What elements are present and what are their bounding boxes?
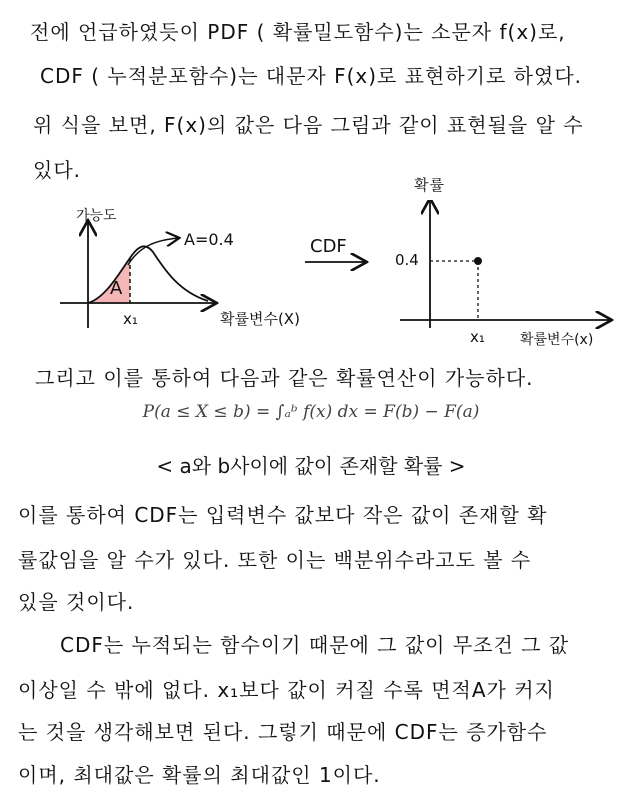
- cdf-point: [474, 257, 482, 265]
- text-line: 이상일 수 밖에 없다. x₁보다 값이 커질 수록 면적A가 커지: [18, 678, 555, 702]
- text-line: 률값임을 알 수가 있다. 또한 이는 백분위수라고도 볼 수: [18, 548, 532, 572]
- transform-label: CDF: [310, 236, 347, 257]
- shaded-area: [88, 258, 130, 303]
- text-line: 그리고 이를 통하여 다음과 같은 확률연산이 가능하다.: [35, 366, 534, 390]
- text-line: 있을 것이다.: [18, 590, 135, 614]
- text-line: 있다.: [33, 158, 81, 182]
- probability-formula: P(a ≤ X ≤ b) = ∫ₐᵇ f(x) dx = F(b) − F(a): [142, 402, 480, 422]
- x-axis-label: 확률변수(X): [220, 310, 300, 328]
- cdf-diagram: [0, 200, 622, 360]
- formula-caption: < a와 b사이에 값이 존재할 확률 >: [156, 454, 466, 478]
- area-label: A: [110, 278, 123, 299]
- text-line: 전에 언급하였듯이 PDF ( 확률밀도함수)는 소문자 f(x)로,: [30, 20, 566, 44]
- x-tick-label: x₁: [470, 328, 485, 346]
- text-line: CDF ( 누적분포함수)는 대문자 F(x)로 표현하기로 하였다.: [40, 64, 583, 88]
- text-line: CDF는 누적되는 함수이기 때문에 그 값이 무조건 그 값: [60, 633, 570, 657]
- cdf-y-axis-label: 확률: [414, 176, 445, 194]
- transform-arrow: [305, 236, 365, 262]
- text-line: 이며, 최대값은 확률의 최대값인 1이다.: [18, 763, 381, 787]
- y-tick-label: 0.4: [395, 251, 419, 269]
- text-line: 이를 통하여 CDF는 입력변수 값보다 작은 값이 존재할 확: [18, 503, 548, 527]
- x-tick-label: x₁: [123, 310, 138, 328]
- pdf-plot: [60, 207, 300, 328]
- cdf-plot: [395, 200, 610, 348]
- text-line: 는 것을 생각해보면 된다. 그렇기 때문에 CDF는 증가함수: [18, 720, 548, 744]
- annotation-label: A=0.4: [184, 230, 234, 249]
- y-axis-label: 가능도: [76, 208, 117, 224]
- text-line: 위 식을 보면, F(x)의 값은 다음 그림과 같이 표현될을 알 수: [33, 113, 584, 137]
- x-axis-label: 확률변수(x): [520, 332, 594, 348]
